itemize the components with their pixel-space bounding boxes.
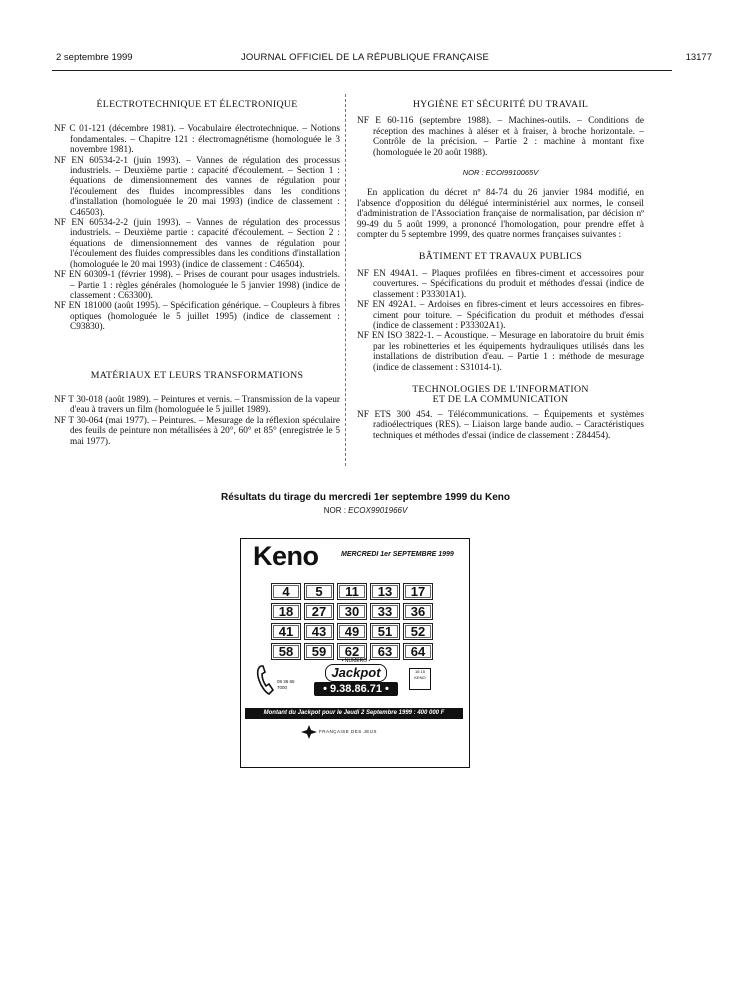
fdj-logo-icon [301,725,317,739]
standards-list [357,410,644,441]
keno-number: 62 [337,643,367,660]
keno-number-grid [271,583,441,660]
header-date: 2 septembre 1999 [56,52,133,63]
standard-entry: NF C 01-121 (décembre 1981). – Vocabulaire électrotechnique. – Notions fondamentales. – Chapitre 121 : électromagnétisme (homologuée le 3 novembre 1981). [54,124,340,156]
standards-list [54,124,340,332]
column-divider [345,94,346,466]
keno-number: 49 [337,623,367,640]
section-heading: ÉLECTROTECHNIQUE ET ÉLECTRONIQUE [96,99,298,110]
decree-paragraph: En application du décret nº 84-74 du 26 janvier 1984 modifié, en l'absence d'opposition du délégué interministériel aux normes, le conseil d'administration de l'Association française de normalisation, par décision nº 99-49 du 5 août 1999, a prononcé l'homologation, pour prendre effet à compter du 5 septembre 1999, des quatre normes françaises suivantes : [357,188,644,241]
keno-number: 52 [403,623,433,640]
standards-list [357,116,644,158]
section-heading: HYGIÈNE ET SÉCURITÉ DU TRAVAIL [412,99,589,110]
journal-title: JOURNAL OFFICIEL DE LA RÉPUBLIQUE FRANÇAISE [240,52,490,63]
keno-draw-date: MERCREDI 1er SEPTEMBRE 1999 [341,551,454,558]
keno-ticket [240,538,470,768]
phone-number: 08 36 65 7000 [277,679,295,690]
heading-line: ET DE LA COMMUNICATION [432,394,569,406]
keno-number: 5 [304,583,334,600]
standard-entry: NF T 30-018 (août 1989). – Peintures et vernis. – Transmission de la vapeur d'eau à travers un film (homologuée le 5 juillet 1989). [54,394,340,416]
minitel-box: 16 15 KENO [409,668,431,690]
nor-label: NOR : [323,506,346,515]
standards-list [54,395,340,447]
keno-results-title: Résultats du tirage du mercredi 1er septembre 1999 du Keno [221,492,510,503]
standard-entry: NF EN 60309-1 (février 1998). – Prises de courant pour usages industriels. – Partie 1 : règles générales (homologuée le 5 janvier 1998) (indice de classement : C63300). [54,270,340,301]
jackpot-logo: Jackpot [325,664,387,682]
jackpot-label: • NUMÉRO • [341,658,371,664]
telephone-icon [255,664,279,696]
standard-entry: NF EN 181000 (août 1995). – Spécification générique. – Coupleurs à fibres optiques (homologuée le 5 juillet 1995) (indice de classement : C93830). [54,301,340,333]
standard-entry: NF E 60-116 (septembre 1988). – Machines-outils. – Conditions de réception des machines à aléser et à fraiser, à broche horizontale. – Contrôle de la précision. – Partie 2 : machine à montant fixe (homologuée le 20 août 1988). [357,116,644,158]
keno-number: 4 [271,583,301,600]
standard-entry: NF EN 492A1. – Ardoises en fibres-ciment et leurs accessoires en fibres-ciment pour toiture. – Spécification du produit et méthodes d'essai (indice de classement : P33302A1). [357,300,644,331]
keno-logo: Keno [253,541,319,571]
keno-number: 13 [370,583,400,600]
keno-number: 63 [370,643,400,660]
keno-number: 18 [271,603,301,620]
standard-entry: NF EN 494A1. – Plaques profilées en fibres-ciment et accessoires pour couvertures. – Spécifications du produit et méthodes d'essai (indice de classement : P33301A1). [357,268,644,300]
standard-entry: NF EN 60534-2-1 (juin 1993). – Vannes de régulation des processus industriels. – Deuxième partie : capacité d'écoulement. – Section 1 : équations de dimensionnement des vannes de régulation pour l'écoulement des fluides incompressibles dans les conditions d'installation (homologuée le 20 mai 1993) (indice de classement : C46503). [54,155,340,218]
keno-number: 43 [304,623,334,640]
keno-number: 64 [403,643,433,660]
page-header [40,52,712,68]
keno-number: 41 [271,623,301,640]
keno-number: 51 [370,623,400,640]
page-number: 13177 [685,52,712,63]
fdj-footer [301,725,411,739]
keno-number: 59 [304,643,334,660]
section-heading [357,385,644,406]
keno-number: 58 [271,643,301,660]
keno-number: 17 [403,583,433,600]
standard-entry: NF EN ISO 3822-1. – Acoustique. – Mesurage en laboratoire du bruit émis par les robinetteries et les équipements hydrauliques utilisés dans les installations de distribution d'eau. – Partie 1 : méthode de mesurage (indice de classement : S31014-1). [357,331,644,373]
keno-number: 27 [304,603,334,620]
right-column [357,100,644,441]
standard-entry: NF T 30-064 (mai 1977). – Peintures. – Mesurage de la réflexion spéculaire des feuils de peinture non métallisées à 20°, 60° et 85° (enregistrée le 5 mai 1977). [54,415,340,447]
keno-number: 30 [337,603,367,620]
keno-number: 33 [370,603,400,620]
section-heading: MATÉRIAUX ET LEURS TRANSFORMATIONS [90,369,304,381]
jackpot-number: • 9.38.86.71 • [314,682,398,696]
standard-entry: NF EN 60534-2-2 (juin 1993). – Vannes de régulation des processus industriels. – Deuxième partie : capacité d'écoulement. – Section 2 : équations de dimensionnement des vannes de régulation pour l'écoulement des fluides compressibles dans les conditions d'installation (homologuée le 20 mai 1993) (indice de classement : C46504). [54,218,340,270]
heading-line: TECHNOLOGIES DE L'INFORMATION [412,383,589,395]
left-column [54,100,340,447]
header-rule [52,70,672,71]
nor-reference: NOR : ECOI9910065V [462,168,539,178]
keno-nor [0,506,731,515]
jackpot-block [311,658,401,698]
keno-number: 36 [403,603,433,620]
standard-entry: NF ETS 300 454. – Télécommunications. – Équipements et systèmes radioélectriques (RES). – Liaison large bande audio. – Caractéristiques techniques et méthodes d'essai (indice de classement : Z84454). [357,409,644,441]
fdj-text: FRANÇAISE DES JEUX [319,729,378,734]
jackpot-amount-band: Montant du Jackpot pour le Jeudi 2 Septembre 1999 : 400 000 F [245,708,463,719]
section-heading: BÂTIMENT ET TRAVAUX PUBLICS [418,251,583,263]
standards-list [357,269,644,373]
nor-code: ECOX9901966V [348,506,408,515]
keno-number: 11 [337,583,367,600]
